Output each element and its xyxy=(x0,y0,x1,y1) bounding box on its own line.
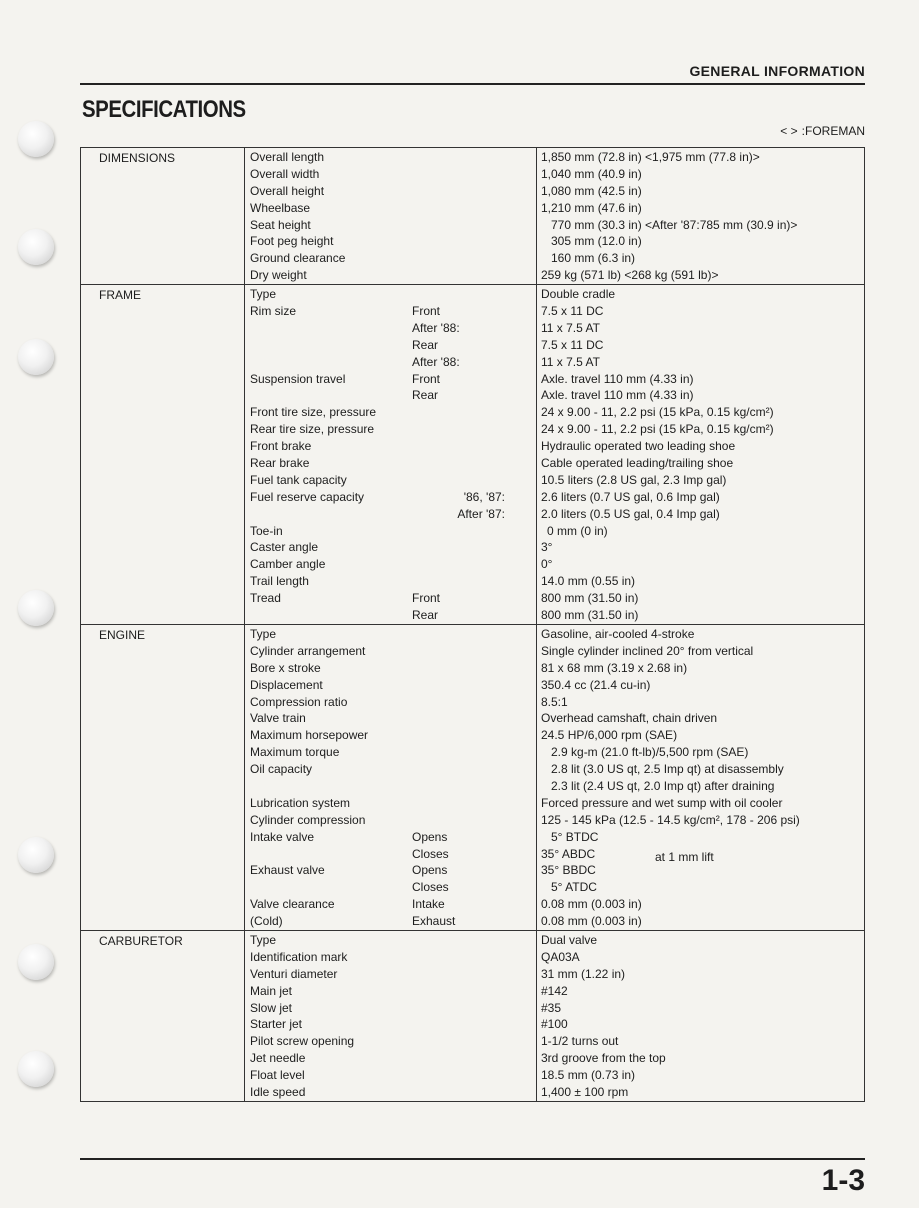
item-label xyxy=(250,879,410,896)
value-column xyxy=(537,624,865,930)
item-label: Dry weight xyxy=(250,268,307,283)
spec-value: 7.5 x 11 DC xyxy=(541,337,604,352)
spec-value: 0 mm (0 in) xyxy=(547,523,608,538)
spec-value: 2.9 kg-m (21.0 ft-lb)/5,500 rpm (SAE) xyxy=(551,745,749,760)
item-sublabel: Front xyxy=(412,371,441,386)
page-number: 1-3 xyxy=(821,1164,865,1197)
spec-value: 7.5 x 11 DC xyxy=(541,304,604,319)
valve-lift-note: at 1 mm lift xyxy=(655,849,714,864)
item-column xyxy=(245,285,537,625)
page-title: SPECIFICATIONS xyxy=(82,96,246,123)
item-label xyxy=(250,846,410,863)
binder-hole xyxy=(18,837,54,873)
item-label: Camber angle xyxy=(250,557,326,572)
model-note-text: :FOREMAN xyxy=(801,124,865,138)
item-label: Rim size xyxy=(250,304,297,319)
spec-value: 1,850 mm (72.8 in) <1,975 mm (77.8 in)> xyxy=(541,150,760,164)
spec-value: 3rd groove from the top xyxy=(541,1051,666,1066)
item-label xyxy=(250,607,410,624)
spec-value: 81 x 68 mm (3.19 x 2.68 in) xyxy=(541,660,688,675)
item-sublabel: '86, '87: xyxy=(463,489,505,504)
item-sublabel: Rear xyxy=(412,337,439,352)
value-column xyxy=(537,148,865,285)
spec-value: 8.5:1 xyxy=(541,694,568,709)
item-label: Caster angle xyxy=(250,540,319,555)
item-label: Tread xyxy=(250,591,281,606)
item-label: Identification mark xyxy=(250,949,348,964)
section-name: ENGINE xyxy=(81,624,245,930)
item-column xyxy=(245,624,537,930)
item-label xyxy=(250,387,410,404)
spec-value: 31 mm (1.22 in) xyxy=(541,966,626,981)
item-sublabel: Intake xyxy=(412,897,445,912)
spec-value: 800 mm (31.50 in) xyxy=(541,591,639,606)
spec-value: 1,040 mm (40.9 in) xyxy=(541,166,642,181)
spec-value: Axle. travel 110 mm (4.33 in) xyxy=(541,371,694,386)
item-label: Displacement xyxy=(250,677,323,692)
spec-value: 11 x 7.5 AT xyxy=(541,320,600,335)
item-label: Suspension travel xyxy=(250,371,346,386)
item-label: Starter jet xyxy=(250,1017,303,1032)
item-label: Type xyxy=(250,932,277,947)
item-label: Oil capacity xyxy=(250,762,313,777)
spec-value: 5° BTDC xyxy=(551,829,599,844)
spec-value: 2.6 liters (0.7 US gal, 0.6 Imp gal) xyxy=(541,489,720,504)
item-label xyxy=(250,506,410,523)
item-label: Ground clearance xyxy=(250,251,346,266)
item-label: Main jet xyxy=(250,983,293,998)
section-header: GENERAL INFORMATION xyxy=(689,63,865,79)
spec-value: 24 x 9.00 - 11, 2.2 psi (15 kPa, 0.15 kg/cm²) xyxy=(541,422,774,437)
item-label: Bore x stroke xyxy=(250,660,321,675)
item-sublabel: Closes xyxy=(412,880,449,895)
item-sublabel: After '88: xyxy=(412,320,460,335)
spec-value: 0° xyxy=(541,557,553,572)
section-row-dimensions xyxy=(81,148,865,285)
spec-value: Double cradle xyxy=(541,287,616,302)
spec-value: 14.0 mm (0.55 in) xyxy=(541,574,636,589)
spec-value: 3° xyxy=(541,540,553,555)
spec-value: 5° ATDC xyxy=(551,880,597,895)
item-label: Front brake xyxy=(250,439,312,454)
item-label: Compression ratio xyxy=(250,694,348,709)
spec-value: 10.5 liters (2.8 US gal, 2.3 Imp gal) xyxy=(541,472,727,487)
item-label: Exhaust valve xyxy=(250,863,325,878)
spec-value: 2.3 lit (2.4 US qt, 2.0 Imp qt) after draining xyxy=(551,778,775,793)
item-label: Float level xyxy=(250,1068,305,1083)
item-sublabel: Rear xyxy=(412,608,439,623)
spec-value: 35° ABDC xyxy=(541,846,596,861)
spec-value: 259 kg (571 lb) <268 kg (591 lb)> xyxy=(541,268,719,283)
item-sublabel: Rear xyxy=(412,388,439,403)
item-label: Trail length xyxy=(250,574,309,589)
spec-value: 2.8 lit (3.0 US qt, 2.5 Imp qt) at disassembly xyxy=(551,762,784,777)
spec-value: 305 mm (12.0 in) xyxy=(551,234,642,249)
item-label: (Cold) xyxy=(250,914,283,929)
item-label: Overall height xyxy=(250,183,325,198)
spec-value: 1-1/2 turns out xyxy=(541,1034,619,1049)
spec-value: 1,210 mm (47.6 in) xyxy=(541,200,642,215)
spec-value: 18.5 mm (0.73 in) xyxy=(541,1068,636,1083)
item-label: Cylinder compression xyxy=(250,812,366,827)
spec-value: Forced pressure and wet sump with oil cooler xyxy=(541,795,783,810)
item-label: Fuel tank capacity xyxy=(250,472,347,487)
item-label: Lubrication system xyxy=(250,795,351,810)
spec-value: Gasoline, air-cooled 4-stroke xyxy=(541,626,695,641)
spec-value: 0.08 mm (0.003 in) xyxy=(541,897,642,912)
spec-value: #142 xyxy=(541,983,568,998)
item-sublabel: Opens xyxy=(412,863,448,878)
spec-value: 0.08 mm (0.003 in) xyxy=(541,914,642,929)
valve-timing-group xyxy=(541,829,864,897)
item-label: Jet needle xyxy=(250,1051,306,1066)
item-sublabel: After '88: xyxy=(412,354,460,369)
section-name: DIMENSIONS xyxy=(81,148,245,285)
item-label: Pilot screw opening xyxy=(250,1034,355,1049)
binder-hole xyxy=(18,1051,54,1087)
item-label: Fuel reserve capacity xyxy=(250,489,365,504)
specifications-table xyxy=(80,147,865,1102)
spec-value: Dual valve xyxy=(541,932,598,947)
item-label: Type xyxy=(250,626,277,641)
value-column xyxy=(537,930,865,1101)
item-label: Rear brake xyxy=(250,456,310,471)
section-row-engine xyxy=(81,624,865,930)
item-label: Toe-in xyxy=(250,523,283,538)
item-label: Overall length xyxy=(250,150,325,164)
section-row-frame xyxy=(81,285,865,625)
spec-value: #100 xyxy=(541,1017,568,1032)
binder-hole xyxy=(18,590,54,626)
item-label: Seat height xyxy=(250,217,311,232)
item-label: Idle speed xyxy=(250,1084,306,1099)
item-label xyxy=(250,320,410,337)
item-label: Maximum torque xyxy=(250,745,340,760)
section-name: FRAME xyxy=(81,285,245,625)
item-label: Intake valve xyxy=(250,829,315,844)
item-label: Wheelbase xyxy=(250,200,311,215)
spec-value: 800 mm (31.50 in) xyxy=(541,608,639,623)
item-sublabel: After '87: xyxy=(457,506,505,521)
item-label: Type xyxy=(250,287,277,302)
item-label: Venturi diameter xyxy=(250,966,338,981)
spec-value: #35 xyxy=(541,1000,562,1015)
item-label xyxy=(250,778,410,795)
item-label: Valve clearance xyxy=(250,897,335,912)
spec-value: Hydraulic operated two leading shoe xyxy=(541,439,736,454)
spec-value: 24.5 HP/6,000 rpm (SAE) xyxy=(541,728,678,743)
item-label: Valve train xyxy=(250,711,306,726)
item-sublabel: Front xyxy=(412,591,441,606)
spec-value: 1,080 mm (42.5 in) xyxy=(541,183,642,198)
item-label: Foot peg height xyxy=(250,234,334,249)
model-note xyxy=(780,124,865,138)
binder-hole xyxy=(18,229,54,265)
item-label: Cylinder arrangement xyxy=(250,643,366,658)
spec-value: Single cylinder inclined 20° from vertical xyxy=(541,643,754,658)
spec-value: 2.0 liters (0.5 US gal, 0.4 Imp gal) xyxy=(541,506,720,521)
value-column xyxy=(537,285,865,625)
footer-rule xyxy=(80,1158,865,1160)
binder-hole xyxy=(18,944,54,980)
item-sublabel: Front xyxy=(412,304,441,319)
header-rule xyxy=(80,83,865,85)
spec-value: 770 mm (30.3 in) <After '87:785 mm (30.9 in)> xyxy=(551,217,798,232)
binder-hole xyxy=(18,121,54,157)
spec-value: Axle. travel 110 mm (4.33 in) xyxy=(541,388,694,403)
section-name: CARBURETOR xyxy=(81,930,245,1101)
item-label xyxy=(250,337,410,354)
item-label xyxy=(250,354,410,371)
spec-value: Overhead camshaft, chain driven xyxy=(541,711,718,726)
spec-value: 24 x 9.00 - 11, 2.2 psi (15 kPa, 0.15 kg/cm²) xyxy=(541,405,774,420)
item-sublabel: Closes xyxy=(412,846,449,861)
item-column xyxy=(245,930,537,1101)
section-row-carburetor xyxy=(81,930,865,1101)
spec-value: 1,400 ± 100 rpm xyxy=(541,1084,629,1099)
item-label: Rear tire size, pressure xyxy=(250,422,375,437)
spec-value: QA03A xyxy=(541,949,580,964)
spec-value: 11 x 7.5 AT xyxy=(541,354,600,369)
spec-value: 160 mm (6.3 in) xyxy=(551,251,636,266)
spec-value: Cable operated leading/trailing shoe xyxy=(541,456,734,471)
spec-value: 125 - 145 kPa (12.5 - 14.5 kg/cm², 178 - 206 psi) xyxy=(541,812,800,827)
item-label: Slow jet xyxy=(250,1000,293,1015)
spec-value: 35° BBDC xyxy=(541,863,596,878)
item-sublabel: Exhaust xyxy=(412,914,456,929)
model-note-symbol: < > xyxy=(780,124,798,138)
item-column xyxy=(245,148,537,285)
item-label: Overall width xyxy=(250,166,320,181)
spec-value: 350.4 cc (21.4 cu-in) xyxy=(541,677,651,692)
item-sublabel: Opens xyxy=(412,829,448,844)
item-label: Front tire size, pressure xyxy=(250,405,377,420)
binder-hole xyxy=(18,339,54,375)
item-label: Maximum horsepower xyxy=(250,728,369,743)
